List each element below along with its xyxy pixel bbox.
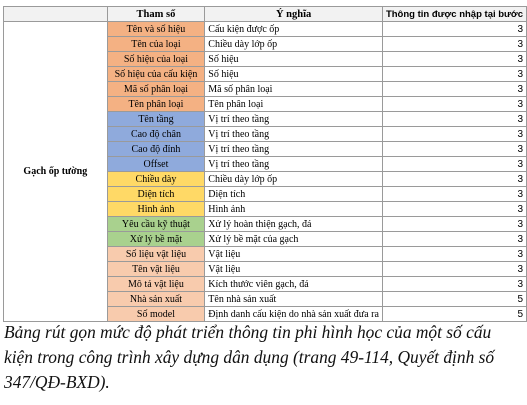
info-cell: 3 xyxy=(382,247,526,262)
param-cell: Offset xyxy=(107,157,205,172)
param-cell: Tên và số hiệu xyxy=(107,22,205,37)
param-cell: Diện tích xyxy=(107,187,205,202)
param-cell: Cao độ đỉnh xyxy=(107,142,205,157)
meaning-cell: Vị trí theo tầng xyxy=(205,112,383,127)
info-cell: 3 xyxy=(382,202,526,217)
param-cell: Số model xyxy=(107,307,205,322)
param-cell: Tên của loại xyxy=(107,37,205,52)
param-cell: Hình ảnh xyxy=(107,202,205,217)
info-cell: 3 xyxy=(382,97,526,112)
meaning-cell: Vị trí theo tầng xyxy=(205,127,383,142)
info-cell: 5 xyxy=(382,307,526,322)
info-cell: 3 xyxy=(382,127,526,142)
info-cell: 3 xyxy=(382,172,526,187)
info-cell: 3 xyxy=(382,157,526,172)
info-cell: 3 xyxy=(382,67,526,82)
param-cell: Cao độ chân xyxy=(107,127,205,142)
param-cell: Tên phân loại xyxy=(107,97,205,112)
header-info: Thông tin được nhập tại bước xyxy=(382,7,526,22)
info-cell: 5 xyxy=(382,292,526,307)
table-body xyxy=(4,22,527,322)
param-cell: Tên tầng xyxy=(107,112,205,127)
info-cell: 3 xyxy=(382,22,526,37)
meaning-cell: Cấu kiện được ốp xyxy=(205,22,383,37)
meaning-cell: Tên nhà sản xuất xyxy=(205,292,383,307)
table-row xyxy=(4,22,527,37)
param-cell: Số hiệu của cấu kiện xyxy=(107,67,205,82)
meaning-cell: Số hiệu xyxy=(205,52,383,67)
meaning-cell: Vị trí theo tầng xyxy=(205,157,383,172)
meaning-cell: Chiều dày lớp ốp xyxy=(205,37,383,52)
group-label: Gạch ốp tường xyxy=(4,22,108,322)
meaning-cell: Hình ảnh xyxy=(205,202,383,217)
meaning-cell: Vị trí theo tầng xyxy=(205,142,383,157)
meaning-cell: Xử lý bề mặt của gạch xyxy=(205,232,383,247)
meaning-cell: Số hiệu xyxy=(205,67,383,82)
meaning-cell: Vật liệu xyxy=(205,262,383,277)
meaning-cell: Vật liệu xyxy=(205,247,383,262)
meaning-cell: Xử lý hoàn thiện gạch, đá xyxy=(205,217,383,232)
info-cell: 3 xyxy=(382,187,526,202)
param-cell: Yêu cầu kỹ thuật xyxy=(107,217,205,232)
header-meaning: Ý nghĩa xyxy=(205,7,383,22)
param-cell: Số hiệu của loại xyxy=(107,52,205,67)
param-cell: Chiều dày xyxy=(107,172,205,187)
info-cell: 3 xyxy=(382,277,526,292)
info-cell: 3 xyxy=(382,37,526,52)
info-cell: 3 xyxy=(382,112,526,127)
param-cell: Mã số phân loại xyxy=(107,82,205,97)
param-cell: Mô tả vật liệu xyxy=(107,277,205,292)
header-row xyxy=(4,7,527,22)
param-cell: Tên vật liệu xyxy=(107,262,205,277)
meaning-cell: Kích thước viên gạch, đá xyxy=(205,277,383,292)
header-param: Tham số xyxy=(107,7,205,22)
meaning-cell: Chiều dày lớp ốp xyxy=(205,172,383,187)
param-cell: Số liệu vật liệu xyxy=(107,247,205,262)
header-group xyxy=(4,7,108,22)
info-cell: 3 xyxy=(382,82,526,97)
param-cell: Xử lý bề mặt xyxy=(107,232,205,247)
meaning-cell: Mã số phân loại xyxy=(205,82,383,97)
param-cell: Nhà sản xuất xyxy=(107,292,205,307)
parameter-table xyxy=(3,6,527,322)
info-cell: 3 xyxy=(382,52,526,67)
info-cell: 3 xyxy=(382,142,526,157)
meaning-cell: Tên phân loại xyxy=(205,97,383,112)
info-cell: 3 xyxy=(382,232,526,247)
info-cell: 3 xyxy=(382,217,526,232)
meaning-cell: Định danh cấu kiện do nhà sản xuất đưa ra xyxy=(205,307,383,322)
figure-caption: Bảng rút gọn mức độ phát triển thông tin phi hình học của một số cấu kiện trong công trình xây dựng dân dụng (trang 49-114, Quyết định số 347/QĐ-BXD). xyxy=(4,322,495,392)
meaning-cell: Diện tích xyxy=(205,187,383,202)
info-cell: 3 xyxy=(382,262,526,277)
